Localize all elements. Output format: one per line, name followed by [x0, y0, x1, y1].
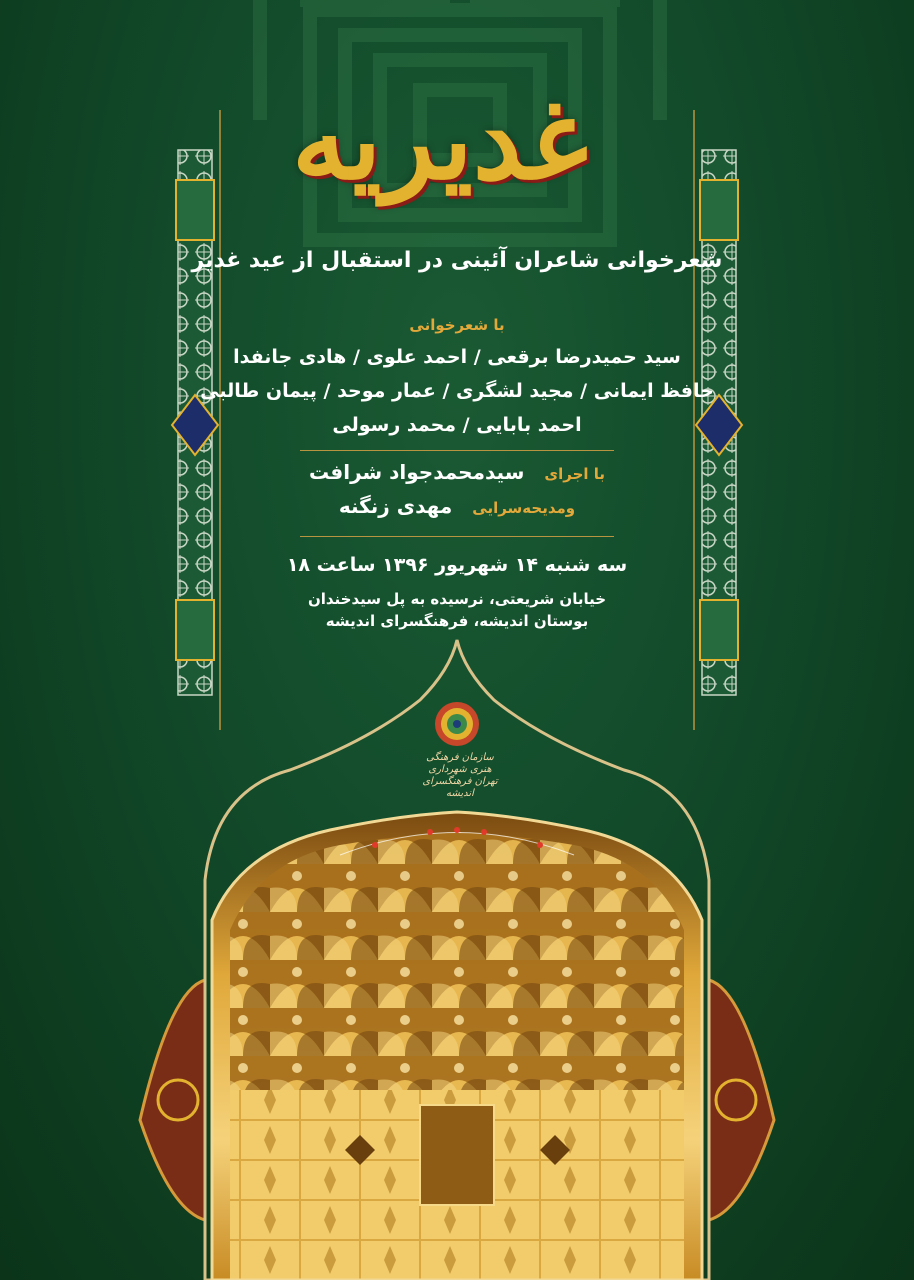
address-line-2: بوستان اندیشه، فرهنگسرای اندیشه: [325, 612, 589, 630]
performer-row: [0, 460, 914, 484]
right-lower-ornament: [709, 980, 774, 1220]
poster-title: غدیریه: [291, 75, 589, 204]
left-lower-ornament: [140, 980, 205, 1220]
event-date: سه شنبه ۱۴ شهریور ۱۳۹۶ ساعت ۱۸: [286, 554, 628, 576]
poster-subtitle: شعرخوانی شاعران آئینی در استقبال از عید غدیر: [191, 248, 723, 273]
organization-name: سازمان فرهنگی هنری شهرداری تهران فرهنگسرای اندیشه: [422, 752, 498, 799]
title-calligraphy: [250, 40, 630, 220]
poets-line-3: احمد بابایی / محمد رسولی: [332, 414, 582, 436]
poets-line-1: سید حمیدرضا برقعی / احمد علوی / هادی جانفدا: [233, 346, 681, 368]
eulogist-role: ومدیحه‌سرایی: [472, 499, 576, 517]
address-line-1: خیابان شریعتی، نرسیده به پل سیدخندان: [307, 590, 607, 608]
performer-role: با اجرای: [544, 465, 606, 483]
poets-line-2: حافظ ایمانی / مجید لشگری / عمار موحد / پیمان طالبی: [200, 380, 714, 402]
divider-top: [300, 450, 614, 451]
organization-logo-icon: [433, 700, 481, 748]
eulogist-name: مهدی زنگنه: [338, 494, 453, 518]
shrine-arch-image: [212, 812, 702, 1280]
poets-label: با شعرخوانی: [409, 316, 505, 334]
eulogist-row: [0, 494, 914, 518]
divider-bottom: [300, 536, 614, 537]
performer-name: سیدمحمدجواد شرافت: [308, 460, 525, 484]
